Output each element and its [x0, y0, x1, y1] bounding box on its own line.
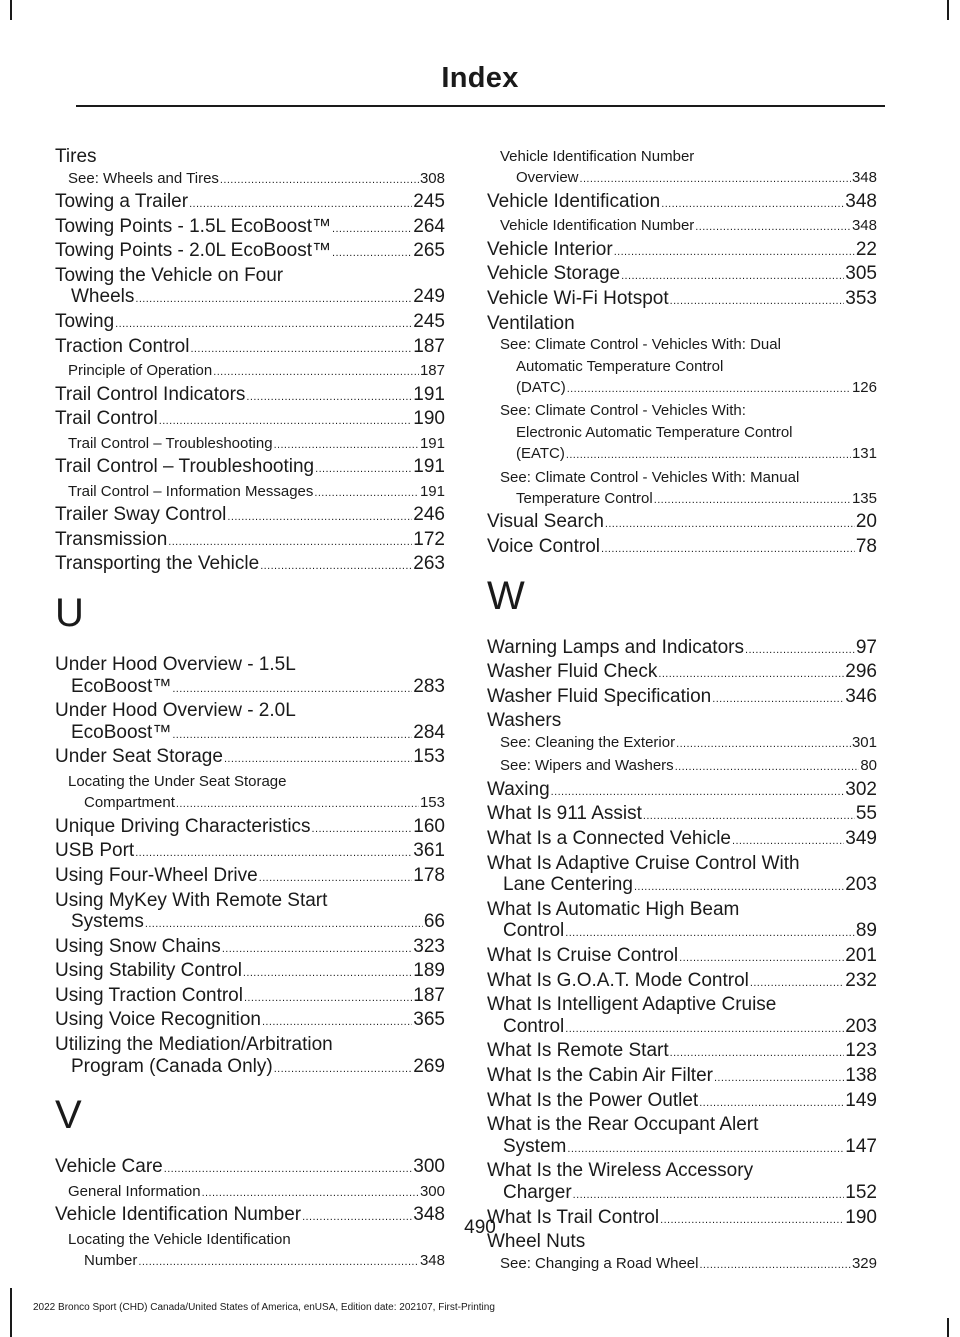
entry-text: Using Voice Recognition — [55, 1009, 261, 1031]
index-entry — [55, 1009, 445, 1034]
page-reference: 138 — [845, 1064, 877, 1086]
dot-leader — [159, 408, 413, 433]
dot-leader — [565, 920, 855, 945]
page-reference: 245 — [413, 191, 445, 212]
index-entry — [55, 654, 445, 700]
page-reference: 178 — [413, 864, 445, 886]
index-entry — [487, 899, 877, 945]
index-entry — [487, 288, 877, 313]
entry-text: Vehicle Care — [55, 1156, 163, 1178]
entry-text: Towing Points - 1.5L EcoBoost™ — [55, 215, 331, 237]
index-entry — [487, 853, 877, 899]
index-entry — [487, 945, 877, 970]
dot-leader — [220, 168, 419, 191]
page-reference: 153 — [419, 794, 445, 812]
entry-text: Vehicle Identification Number — [500, 217, 695, 235]
entry-text: Vehicle Storage — [487, 263, 621, 285]
index-subentry — [55, 168, 445, 191]
dot-leader — [695, 215, 851, 238]
entry-text: See: Climate Control - Vehicles With: — [500, 402, 746, 420]
index-entry — [487, 637, 877, 662]
index-entry — [487, 779, 877, 804]
page-reference: 89 — [855, 920, 877, 942]
page-reference: 348 — [413, 1204, 445, 1226]
dot-leader — [274, 1056, 413, 1081]
page-reference: 308 — [419, 169, 445, 187]
dot-leader — [222, 936, 412, 961]
index-subentry — [55, 1181, 445, 1204]
page-reference: 300 — [413, 1156, 445, 1178]
dot-leader — [580, 167, 851, 190]
dot-leader — [551, 779, 845, 804]
page-reference: 55 — [855, 803, 877, 825]
entry-text: Tires — [55, 146, 97, 167]
index-entry — [55, 311, 445, 336]
index-entry — [487, 263, 877, 288]
page-reference: 361 — [413, 840, 445, 862]
entry-text: Vehicle Identification — [487, 190, 661, 212]
entry-text: What Is Remote Start — [487, 1040, 669, 1062]
entry-text: Under Hood Overview - 2.0L — [55, 700, 296, 722]
page-reference: 22 — [855, 238, 877, 260]
page-reference: 283 — [413, 675, 445, 697]
dot-leader — [172, 676, 412, 701]
entry-text: Control — [503, 920, 565, 942]
index-entry — [487, 970, 877, 995]
entry-text: Warning Lamps and Indicators — [487, 636, 744, 658]
dot-leader — [565, 1016, 844, 1041]
entry-text: Vehicle Interior — [487, 238, 613, 260]
page-reference: 284 — [413, 721, 445, 743]
dot-leader — [567, 1136, 844, 1161]
dot-leader — [243, 960, 412, 985]
page-reference: 365 — [413, 1009, 445, 1031]
entry-text: What Is Cruise Control — [487, 944, 679, 966]
entry-text: Control — [503, 1015, 565, 1037]
entry-text: Under Hood Overview - 1.5L — [55, 653, 296, 675]
entry-text: Wheels — [71, 286, 135, 308]
page-reference: 149 — [845, 1089, 877, 1111]
entry-text: See: Wheels and Tires — [68, 169, 219, 187]
dot-leader — [699, 1090, 844, 1115]
header-divider — [76, 105, 885, 107]
index-entry — [55, 384, 445, 409]
dot-leader — [670, 288, 845, 313]
dot-leader — [658, 661, 844, 686]
entry-text: Under Seat Storage — [55, 746, 223, 768]
page-reference: 348 — [851, 217, 877, 235]
index-entry — [55, 504, 445, 529]
page-reference: 172 — [413, 528, 445, 550]
index-entry — [487, 239, 877, 264]
dot-leader — [605, 511, 855, 536]
index-entry — [55, 890, 445, 936]
entry-text: What Is Adaptive Cruise Control With — [487, 852, 800, 874]
dot-leader — [750, 970, 844, 995]
entry-text: System — [503, 1135, 567, 1157]
page-reference: 190 — [413, 408, 445, 430]
page-reference: 245 — [413, 310, 445, 332]
entry-text: What is the Rear Occupant Alert — [487, 1114, 759, 1136]
index-entry — [55, 529, 445, 554]
entry-text: Vehicle Identification Number — [500, 148, 695, 165]
dot-leader — [190, 336, 412, 361]
entry-text: Ventilation — [487, 312, 575, 334]
dot-leader — [135, 286, 412, 311]
entry-text: Vehicle Wi-Fi Hotspot — [487, 288, 669, 309]
entry-text: Locating the Under Seat Storage — [68, 772, 287, 790]
dot-leader — [714, 1065, 844, 1090]
index-subentry — [487, 732, 877, 755]
page-reference: 348 — [419, 1252, 445, 1270]
entry-text: Towing the Vehicle on Four — [55, 264, 284, 286]
index-subentry — [55, 360, 445, 383]
crop-mark — [10, 0, 12, 20]
index-entry — [55, 336, 445, 361]
entry-text: Overview — [516, 169, 579, 187]
dot-leader — [135, 840, 412, 865]
dot-leader — [614, 239, 855, 264]
entry-text: What Is the Cabin Air Filter — [487, 1064, 713, 1086]
entry-text: Traction Control — [55, 335, 190, 357]
entry-text: Electronic Automatic Temperature Control — [516, 423, 793, 441]
entry-text: EcoBoost™ — [71, 675, 172, 697]
index-entry — [55, 240, 445, 265]
dot-leader — [573, 1182, 845, 1207]
dot-leader — [138, 1250, 419, 1273]
page-reference: 201 — [845, 944, 877, 966]
dot-leader — [274, 433, 419, 456]
dot-leader — [661, 191, 844, 216]
page-reference: 147 — [845, 1135, 877, 1157]
page-reference: 187 — [413, 335, 445, 357]
index-subentry — [55, 433, 445, 456]
page-reference: 20 — [855, 511, 877, 533]
page-reference: 78 — [855, 536, 877, 558]
index-entry — [55, 456, 445, 481]
index-entry — [55, 936, 445, 961]
entry-text: Trail Control – Troubleshooting — [68, 434, 273, 452]
entry-text: What Is Trail Control — [487, 1206, 660, 1228]
entry-text: Transmission — [55, 528, 168, 550]
page-reference: 305 — [845, 263, 877, 285]
entry-text: See: Changing a Road Wheel — [500, 1254, 699, 1272]
page-reference: 263 — [413, 553, 445, 575]
entry-text: Program (Canada Only) — [71, 1055, 273, 1077]
entry-text: What Is Automatic High Beam — [487, 898, 740, 920]
index-entry — [487, 661, 877, 686]
entry-text: Principle of Operation — [68, 362, 213, 380]
index-entry — [487, 1065, 877, 1090]
index-entry — [55, 146, 445, 168]
dot-leader — [246, 384, 412, 409]
page-reference: 191 — [413, 383, 445, 405]
section-letter: U — [55, 590, 84, 635]
page-reference: 153 — [413, 746, 445, 768]
page-reference: 187 — [413, 984, 445, 1006]
entry-text: Number — [84, 1252, 138, 1270]
dot-leader — [676, 732, 851, 755]
entry-text: Visual Search — [487, 511, 604, 533]
dot-leader — [262, 1009, 412, 1034]
index-subentry — [487, 400, 877, 466]
index-entry — [55, 265, 445, 311]
index-subentry — [487, 1253, 877, 1276]
entry-text: See: Wipers and Washers — [500, 757, 674, 775]
index-entry — [55, 865, 445, 890]
dot-leader — [314, 481, 419, 504]
dot-leader — [227, 504, 412, 529]
page-reference: 346 — [845, 685, 877, 707]
index-entry — [487, 686, 877, 711]
page-reference: 135 — [851, 490, 877, 508]
page-reference: 191 — [419, 482, 445, 500]
page-reference: 123 — [845, 1040, 877, 1062]
entry-text: Temperature Control — [516, 490, 653, 508]
dot-leader — [312, 816, 413, 841]
index-entry — [55, 553, 445, 578]
entry-text: What Is the Power Outlet — [487, 1089, 699, 1111]
entry-text: Towing Points - 2.0L EcoBoost™ — [55, 240, 331, 262]
entry-text: (DATC) — [516, 379, 566, 396]
page-reference: 160 — [413, 815, 445, 837]
dot-leader — [332, 216, 412, 241]
entry-text: Compartment — [84, 794, 175, 812]
index-entry — [487, 536, 877, 561]
dot-leader — [675, 755, 860, 778]
entry-text: Towing a Trailer — [55, 191, 189, 212]
index-column-right — [487, 146, 877, 1276]
dot-leader — [601, 536, 855, 561]
entry-text: What Is a Connected Vehicle — [487, 828, 731, 849]
index-entry — [487, 1090, 877, 1115]
index-column-left — [55, 146, 445, 1274]
entry-text: Unique Driving Characteristics — [55, 815, 311, 837]
entry-text: Trail Control – Information Messages — [68, 482, 314, 500]
page-reference: 348 — [851, 169, 877, 187]
index-entry — [487, 1040, 877, 1065]
index-entry — [55, 816, 445, 841]
page-reference: 269 — [413, 1055, 445, 1077]
entry-text: (EATC) — [516, 445, 565, 463]
index-entry — [55, 985, 445, 1010]
page-reference: 323 — [413, 935, 445, 957]
index-subentry — [487, 755, 877, 778]
entry-text: Charger — [503, 1181, 572, 1203]
entry-text: See: Climate Control - Vehicles With: Manual — [500, 468, 800, 486]
page-reference: 232 — [845, 969, 877, 991]
index-entry — [487, 313, 877, 335]
page-reference: 300 — [419, 1182, 445, 1200]
entry-text: Waxing — [487, 778, 550, 800]
dot-leader — [164, 1156, 413, 1181]
dot-leader — [634, 874, 844, 899]
dot-leader — [315, 456, 412, 481]
entry-text: Transporting the Vehicle — [55, 553, 260, 575]
dot-leader — [260, 553, 412, 578]
footer-edition-text: 2022 Bronco Sport (CHD) Canada/United States of America, enUSA, Edition date: 202107, First-Printing — [33, 1302, 495, 1313]
page-reference: 203 — [845, 1015, 877, 1037]
entry-text: Trail Control — [55, 408, 158, 430]
page-reference: 126 — [851, 379, 877, 396]
entry-text: Lane Centering — [503, 874, 633, 896]
dot-leader — [332, 240, 412, 265]
entry-text: Trail Control Indicators — [55, 383, 246, 405]
entry-text: Locating the Vehicle Identification — [68, 1230, 291, 1248]
entry-text: Using Traction Control — [55, 984, 243, 1006]
index-entry — [55, 1034, 445, 1080]
index-entry — [55, 960, 445, 985]
entry-text: Washer Fluid Specification — [487, 685, 712, 707]
index-subentry — [55, 481, 445, 504]
entry-text: Washer Fluid Check — [487, 661, 658, 683]
page-reference: 348 — [845, 190, 877, 212]
page-number: 490 — [464, 1217, 496, 1238]
crop-mark — [947, 0, 949, 20]
page-reference: 189 — [413, 960, 445, 982]
index-entry — [487, 1160, 877, 1206]
index-subentry — [487, 334, 877, 400]
entry-text: General Information — [68, 1182, 201, 1200]
index-entry — [55, 408, 445, 433]
index-entry — [487, 1114, 877, 1160]
entry-text: Using MyKey With Remote Start — [55, 889, 328, 911]
entry-text: Wheel Nuts — [487, 1231, 586, 1253]
index-subentry — [487, 467, 877, 512]
page-reference: 296 — [845, 661, 877, 683]
entry-text: Vehicle Identification Number — [55, 1204, 302, 1226]
page-reference: 246 — [413, 504, 445, 526]
dot-leader — [172, 722, 412, 747]
entry-text: What Is the Wireless Accessory — [487, 1160, 754, 1182]
dot-leader — [654, 488, 851, 511]
entry-text: Voice Control — [487, 536, 601, 558]
entry-text: What Is G.O.A.T. Mode Control — [487, 969, 749, 991]
dot-leader — [712, 686, 844, 711]
page-reference: 187 — [419, 362, 445, 380]
page-reference: 191 — [419, 434, 445, 452]
entry-text: Towing — [55, 310, 115, 332]
page-reference: 190 — [845, 1206, 877, 1228]
page-reference: 97 — [855, 636, 877, 658]
entry-text: EcoBoost™ — [71, 721, 172, 743]
index-subentry — [487, 146, 877, 191]
entry-text: Automatic Temperature Control — [516, 357, 724, 375]
dot-leader — [670, 1040, 845, 1065]
entry-text: Using Snow Chains — [55, 935, 221, 957]
entry-text: Washers — [487, 710, 562, 732]
index-entry — [487, 828, 877, 853]
entry-text: Using Stability Control — [55, 960, 242, 982]
page-title: Index — [441, 62, 519, 94]
index-entry — [55, 191, 445, 216]
entry-text: USB Port — [55, 840, 135, 862]
index-entry — [487, 710, 877, 732]
dot-leader — [189, 191, 412, 216]
dot-leader — [745, 637, 855, 662]
page-reference: 249 — [413, 286, 445, 308]
dot-leader — [679, 945, 844, 970]
dot-leader — [224, 746, 412, 771]
section-letter: W — [487, 573, 525, 618]
dot-leader — [732, 828, 844, 853]
page-reference: 191 — [413, 456, 445, 478]
index-entry — [55, 840, 445, 865]
dot-leader — [643, 803, 855, 828]
section-letter: V — [55, 1093, 82, 1138]
index-entry — [55, 216, 445, 241]
dot-leader — [621, 263, 844, 288]
entry-text: Utilizing the Mediation/Arbitration — [55, 1034, 333, 1056]
dot-leader — [213, 360, 419, 383]
index-entry — [487, 803, 877, 828]
dot-leader — [168, 529, 412, 554]
page-reference: 301 — [851, 734, 877, 751]
index-entry — [487, 511, 877, 536]
dot-leader — [699, 1253, 851, 1276]
index-entry — [487, 994, 877, 1040]
page-reference: 264 — [413, 215, 445, 237]
entry-text: See: Climate Control - Vehicles With: Dual — [500, 336, 781, 354]
entry-text: See: Cleaning the Exterior — [500, 734, 676, 751]
index-subentry — [55, 771, 445, 816]
crop-mark — [947, 1318, 949, 1337]
dot-leader — [202, 1181, 419, 1204]
dot-leader — [115, 311, 412, 336]
page-reference: 203 — [845, 874, 877, 896]
entry-text: Using Four-Wheel Drive — [55, 864, 258, 886]
page-reference: 152 — [845, 1181, 877, 1203]
dot-leader — [259, 865, 413, 890]
index-entry — [55, 700, 445, 746]
entry-text: Trail Control – Troubleshooting — [55, 456, 315, 478]
index-subentry — [487, 215, 877, 238]
page-reference: 131 — [851, 445, 877, 463]
page-reference: 66 — [423, 911, 445, 933]
index-entry — [487, 191, 877, 216]
page-reference: 349 — [845, 828, 877, 849]
entry-text: What Is 911 Assist — [487, 803, 642, 825]
crop-mark — [10, 1288, 12, 1337]
dot-leader — [145, 911, 423, 936]
page-reference: 265 — [413, 240, 445, 262]
dot-leader — [244, 985, 412, 1010]
page-reference: 80 — [860, 757, 877, 775]
entry-text: Trailer Sway Control — [55, 504, 227, 526]
page-reference: 353 — [845, 288, 877, 309]
dot-leader — [567, 377, 851, 400]
page-reference: 329 — [851, 1254, 877, 1272]
entry-text: Systems — [71, 911, 144, 933]
page-reference: 302 — [845, 778, 877, 800]
dot-leader — [566, 443, 851, 466]
entry-text: What Is Intelligent Adaptive Cruise — [487, 994, 777, 1016]
index-entry — [55, 1156, 445, 1181]
dot-leader — [176, 792, 419, 815]
index-entry — [55, 746, 445, 771]
